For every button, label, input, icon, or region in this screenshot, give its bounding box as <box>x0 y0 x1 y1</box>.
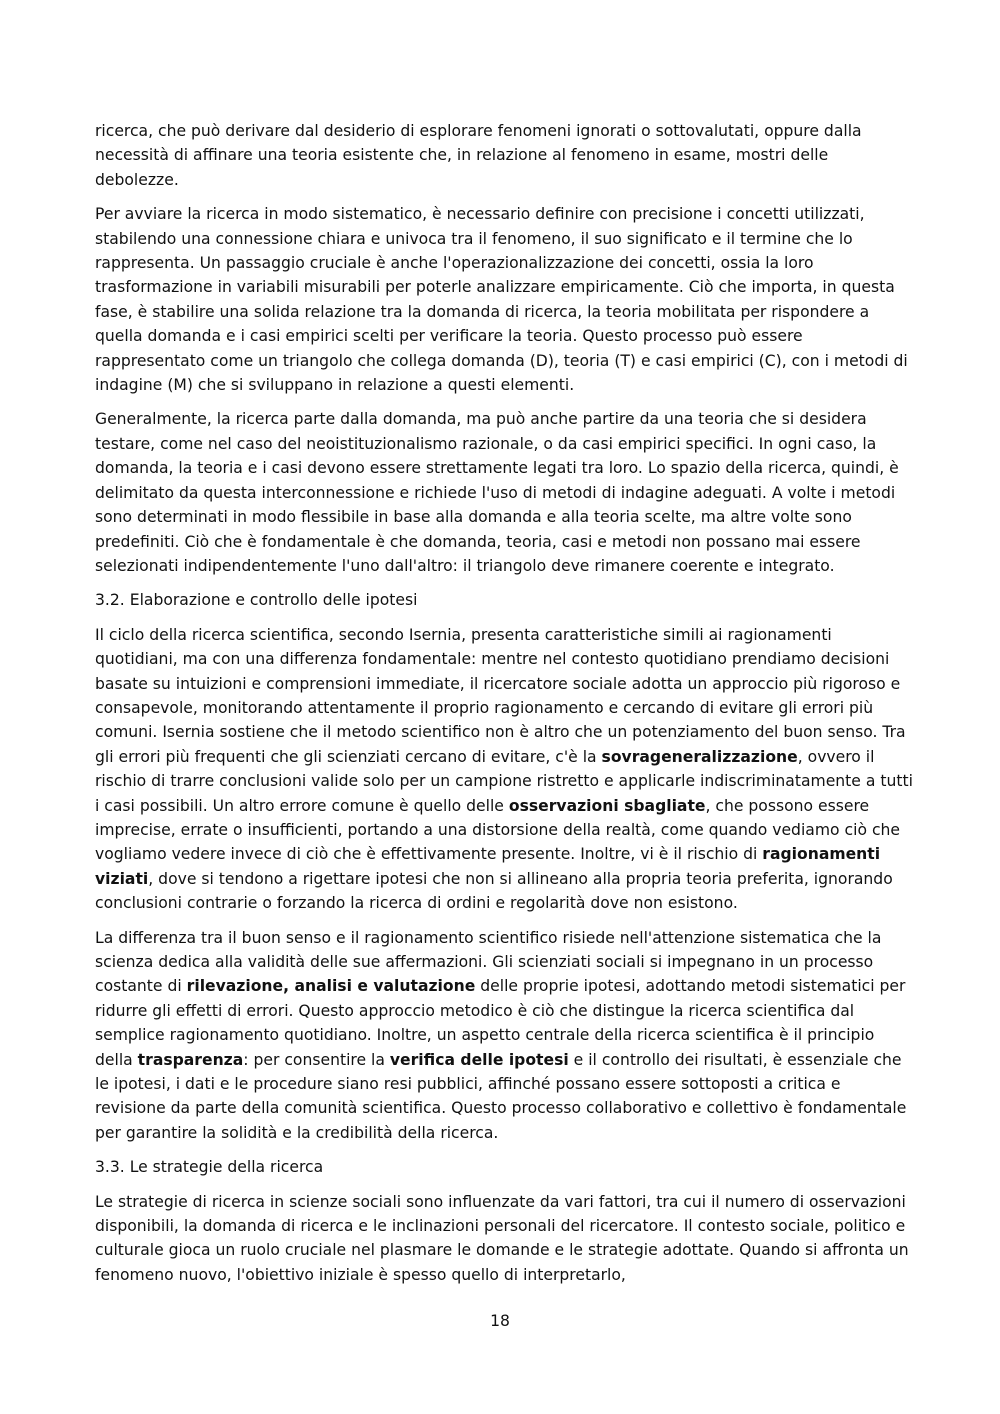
text-segment: , ovvero il rischio di trarre conclusioni valide solo per un campione ristretto e applicarle indiscriminatamente a tutti i casi possibili. Un altro errore comune è quello delle <box>95 747 913 815</box>
text-segment: , che possono essere imprecise, errate o insufficienti, portando a una distorsione della realtà, come quando vediamo ciò che vogliamo vedere invece di ciò che è effettivamente presente. Inoltre, vi è il rischio di <box>95 796 900 864</box>
text-segment: Le strategie di ricerca in scienze sociali sono influenzate da vari fattori, tra cui il numero di osservazioni disponibili, la domanda di ricerca e le inclinazioni personali del ricercatore. Il contesto sociale, politico e culturale gioca un ruolo cruciale nel plasmare le domande e le strategie adottate. Quando si affronta un fenomeno nuovo, l'obiettivo iniziale è spesso quello di interpretarlo, <box>95 1192 909 1284</box>
text-segment: : per consentire la <box>243 1050 390 1069</box>
bold-term: trasparenza <box>137 1050 244 1069</box>
page-content <box>95 119 913 1297</box>
text-segment: Il ciclo della ricerca scientifica, secondo Isernia, presenta caratteristiche simili ai ragionamenti quotidiani, ma con una differenza fondamentale: mentre nel contesto quotidiano prendiamo decisioni basate su intuizioni e comprensioni immediate, il ricercatore sociale adotta un approccio più rigoroso e consapevole, monitorando attentamente il proprio ragionamento e cercando di evitare gli errori più comuni. Isernia sostiene che il metodo scientifico non è altro che un potenziamento del buon senso. Tra gli errori più frequenti che gli scienziati cercano di evitare, c'è la <box>95 625 906 766</box>
paragraph-1 <box>95 119 913 192</box>
paragraph-2 <box>95 202 913 397</box>
heading-text: 3.3. Le strategie della ricerca <box>95 1158 324 1177</box>
section-heading-3-3 <box>95 1155 913 1179</box>
section-heading-3-2 <box>95 588 913 612</box>
heading-text: 3.2. Elaborazione e controllo delle ipotesi <box>95 591 418 610</box>
text-segment: delle proprie ipotesi, adottando metodi sistematici per ridurre gli effetti di errori. Questo approccio metodico è ciò che distingue la ricerca scientifica dal semplice ragionamento quotidiano. Inoltre, un aspetto centrale della ricerca scientifica è il principio della <box>95 977 906 1069</box>
paragraph-6 <box>95 1190 913 1288</box>
text-segment: La differenza tra il buon senso e il ragionamento scientifico risiede nell'attenzione sistematica che la scienza dedica alla validità delle sue affermazioni. Gli scienziati sociali si impegnano in un processo costante di <box>95 928 882 996</box>
bold-term: rilevazione, analisi e valutazione <box>186 977 476 996</box>
text-segment: e il controllo dei risultati, è essenziale che le ipotesi, i dati e le procedure siano resi pubblici, affinché possano essere sottoposti a critica e revisione da parte della comunità scientifica. Questo processo collaborativo e collettivo è fondamentale per garantire la solidità e la credibilità della ricerca. <box>95 1050 907 1142</box>
bold-term: ragionamenti viziati <box>95 845 881 888</box>
bold-term: verifica delle ipotesi <box>389 1050 569 1069</box>
text-segment: ricerca, che può derivare dal desiderio di esplorare fenomeni ignorati o sottovalutati, oppure dalla necessità di affinare una teoria esistente che, in relazione al fenomeno in esame, mostri delle debolezze. <box>95 122 862 189</box>
bold-term: osservazioni sbagliate <box>508 796 706 815</box>
text-segment: Generalmente, la ricerca parte dalla domanda, ma può anche partire da una teoria che si desidera testare, come nel caso del neoistituzionalismo razionale, o da casi empirici specifici. In ogni caso, la domanda, la teoria e i casi devono essere strettamente legati tra loro. Lo spazio della ricerca, quindi, è delimitato da questa interconnessione e richiede l'uso di metodi di indagine adeguati. A volte i metodi sono determinati in modo flessibile in base alla domanda e alla teoria scelte, ma altre volte sono predefiniti. Ciò che è fondamentale è che domanda, teoria, casi e metodi non possano mai essere selezionati indipendentemente l'uno dall'altro: il triangolo deve rimanere coerente e integrato. <box>95 410 899 575</box>
paragraph-4 <box>95 623 913 916</box>
text-segment: , dove si tendono a rigettare ipotesi che non si allineano alla propria teoria preferita, ignorando conclusioni contrarie o forzando la ricerca di ordini e regolarità dove non esistono. <box>95 869 893 913</box>
bold-term: sovrageneralizzazione <box>601 747 798 766</box>
paragraph-5 <box>95 926 913 1146</box>
paragraph-3 <box>95 407 913 578</box>
text-segment: Per avviare la ricerca in modo sistematico, è necessario definire con precisione i concetti utilizzati, stabilendo una connessione chiara e univoca tra il fenomeno, il suo significato e il termine che lo rappresenta. Un passaggio cruciale è anche l'operazionalizzazione dei concetti, ossia la loro trasformazione in variabili misurabili per poterle analizzare empiricamente. Ciò che importa, in questa fase, è stabilire una solida relazione tra la domanda di ricerca, la teoria mobilitata per rispondere a quella domanda e i casi empirici scelti per verificare la teoria. Questo processo può essere rappresentato come un triangolo che collega domanda (D), teoria (T) e casi empirici (C), con i metodi di indagine (M) che si sviluppano in relazione a questi elementi. <box>95 205 908 395</box>
page-number: 18 <box>490 1312 510 1330</box>
